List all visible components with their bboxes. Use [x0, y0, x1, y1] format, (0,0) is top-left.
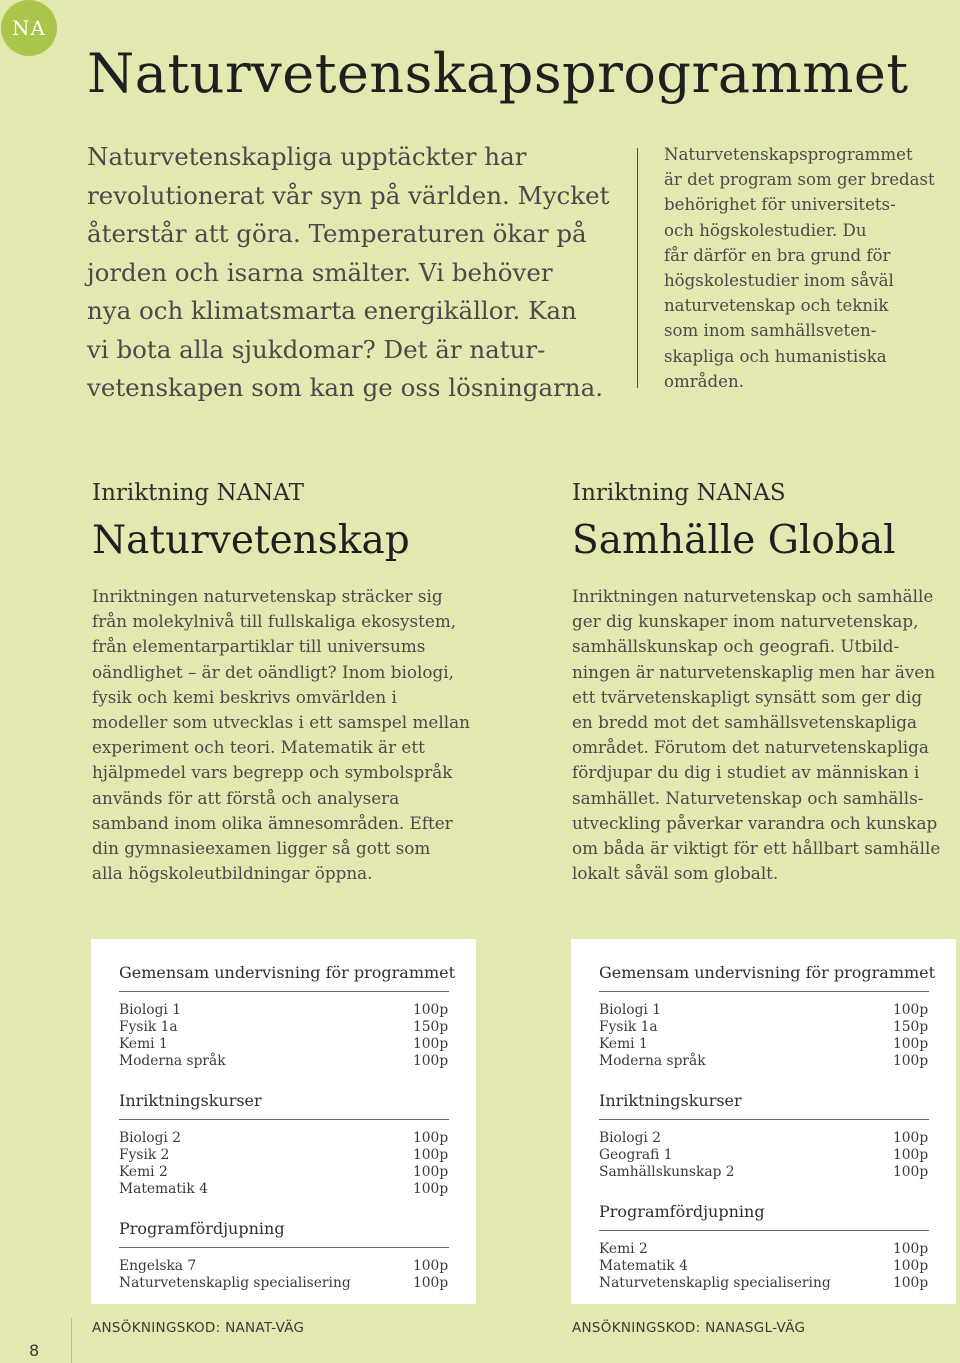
course-box-nanas — [571, 939, 956, 1304]
course-points: 100p — [893, 1164, 929, 1180]
course-name: Fysik 1a — [119, 1019, 178, 1035]
course-points: 100p — [893, 1130, 929, 1146]
course-name: Kemi 2 — [599, 1241, 648, 1257]
course-name: Moderna språk — [119, 1053, 226, 1069]
course-name: Samhällskunskap 2 — [599, 1164, 735, 1180]
course-row — [599, 1130, 929, 1147]
course-points: 100p — [893, 1241, 929, 1257]
page-number-divider — [71, 1318, 72, 1363]
course-row — [599, 1002, 929, 1019]
course-points: 100p — [893, 1258, 929, 1274]
section-gap — [599, 1070, 929, 1089]
course-name: Biologi 2 — [599, 1130, 661, 1146]
course-name: Naturvetenskaplig specialisering — [119, 1275, 351, 1291]
course-list — [119, 961, 456, 1292]
track-label: Inriktning NANAT — [92, 480, 304, 506]
course-section-heading: Inriktningskurser — [599, 1091, 742, 1110]
track-title: Samhälle Global — [572, 518, 896, 563]
course-row — [119, 1036, 449, 1053]
course-name: Engelska 7 — [119, 1258, 197, 1274]
course-points: 150p — [413, 1019, 449, 1035]
course-name: Matematik 4 — [119, 1181, 208, 1197]
course-row — [599, 1258, 929, 1275]
course-row — [119, 1275, 449, 1292]
section-rule — [599, 1119, 929, 1120]
course-name: Biologi 2 — [119, 1130, 181, 1146]
track-label: Inriktning NANAS — [572, 480, 786, 506]
course-row — [119, 1019, 449, 1036]
program-summary: Naturvetenskapsprogrammet är det program som ger bredast behörighet för universitets- och högskolestudier. Du får därför en bra grund för högskolestudier inom såväl naturvetenskap och teknik som inom samhällsveten- skapliga och humanistiska områden. — [664, 145, 935, 391]
course-row — [119, 1147, 449, 1164]
course-name: Biologi 1 — [599, 1002, 661, 1018]
course-points: 100p — [893, 1002, 929, 1018]
course-row — [119, 1002, 449, 1019]
course-points: 100p — [413, 1164, 449, 1180]
course-points: 100p — [413, 1258, 449, 1274]
course-name: Moderna språk — [599, 1053, 706, 1069]
course-row — [599, 1053, 929, 1070]
course-points: 100p — [893, 1275, 929, 1291]
section-rule — [599, 1230, 929, 1231]
track-description: Inriktningen naturvetenskap och samhälle ger dig kunskaper inom naturvetenskap, samhällskunskap och geografi. Utbild- ningen är naturvetenskaplig men har även ett tvärvetenskapligt synsätt som ger dig en bredd mot det samhällsvetenskapliga området. Förutom det naturvetenskapliga fördjupar du dig i studiet av människan i samhället. Naturvetenskap och samhälls- utveckling påverkar varandra och kunskap om båda är viktigt för ett hållbart samhälle lokalt såväl som globalt. — [572, 586, 941, 884]
course-points: 100p — [413, 1275, 449, 1291]
track-nanas — [572, 476, 952, 886]
course-box-nanat — [91, 939, 476, 1304]
section-gap — [119, 1198, 449, 1217]
course-points: 100p — [413, 1181, 449, 1197]
course-points: 100p — [413, 1036, 449, 1052]
course-name: Fysik 1a — [599, 1019, 658, 1035]
course-name: Kemi 1 — [119, 1036, 168, 1052]
course-points: 100p — [413, 1147, 449, 1163]
course-row — [119, 1258, 449, 1275]
course-points: 100p — [893, 1147, 929, 1163]
course-list — [599, 961, 936, 1292]
course-row — [119, 1130, 449, 1147]
course-name: Kemi 2 — [119, 1164, 168, 1180]
section-rule — [119, 991, 449, 992]
course-points: 100p — [893, 1036, 929, 1052]
section-rule — [599, 991, 929, 992]
course-row — [599, 1036, 929, 1053]
course-name: Fysik 2 — [119, 1147, 170, 1163]
course-points: 100p — [413, 1053, 449, 1069]
course-row — [599, 1019, 929, 1036]
course-points: 150p — [893, 1019, 929, 1035]
track-title: Naturvetenskap — [92, 518, 410, 563]
course-section-heading: Gemensam undervisning för programmet — [119, 963, 456, 982]
course-name: Biologi 1 — [119, 1002, 181, 1018]
page-number: 8 — [29, 1341, 40, 1360]
section-gap — [599, 1181, 929, 1200]
course-name: Kemi 1 — [599, 1036, 648, 1052]
course-name: Naturvetenskaplig specialisering — [599, 1275, 831, 1291]
course-row — [119, 1164, 449, 1181]
page-title: Naturvetenskapsprogrammet — [87, 42, 909, 105]
section-rule — [119, 1247, 449, 1248]
application-code-nanat: ANSÖKNINGSKOD: NANAT-VÄG — [92, 1320, 305, 1336]
course-points: 100p — [413, 1130, 449, 1146]
intro-text: Naturvetenskapliga upptäckter har revolutionerat vår syn på världen. Mycket återstår att göra. Temperaturen ökar på jorden och isarna smälter. Vi behöver nya och klimatsmarta energikällor. Kan vi bota alla sjukdomar? Det är natur- vetenskapen som kan ge oss lösningarna. — [87, 142, 610, 402]
column-divider — [637, 148, 638, 388]
course-row — [119, 1053, 449, 1070]
course-name: Geografi 1 — [599, 1147, 673, 1163]
course-name: Matematik 4 — [599, 1258, 688, 1274]
course-row — [119, 1181, 449, 1198]
section-gap — [119, 1070, 449, 1089]
course-points: 100p — [413, 1002, 449, 1018]
course-section-heading: Programfördjupning — [599, 1202, 765, 1221]
track-description: Inriktningen naturvetenskap sträcker sig från molekylnivå till fullskaliga ekosystem, från elementarpartiklar till universums oändlighet – är det oändligt? Inom biologi, fysik och kemi beskrivs omvärlden i modeller som utvecklas i ett samspel mellan experiment och teori. Matematik är ett hjälpmedel vars begrepp och symbolspråk används för att förstå och analysera samband inom olika ämnesområden. Efter din gymnasieexamen ligger så gott som alla högskoleutbildningar öppna. — [92, 586, 470, 884]
application-code-nanas: ANSÖKNINGSKOD: NANASGL-VÄG — [572, 1320, 806, 1336]
section-rule — [119, 1119, 449, 1120]
course-section-heading: Programfördjupning — [119, 1219, 285, 1238]
course-section-heading: Gemensam undervisning för programmet — [599, 963, 936, 982]
course-points: 100p — [893, 1053, 929, 1069]
course-row — [599, 1275, 929, 1292]
course-row — [599, 1241, 929, 1258]
course-row — [599, 1164, 929, 1181]
track-nanat — [92, 476, 472, 886]
course-section-heading: Inriktningskurser — [119, 1091, 262, 1110]
program-badge: NA — [1, 0, 57, 56]
course-row — [599, 1147, 929, 1164]
